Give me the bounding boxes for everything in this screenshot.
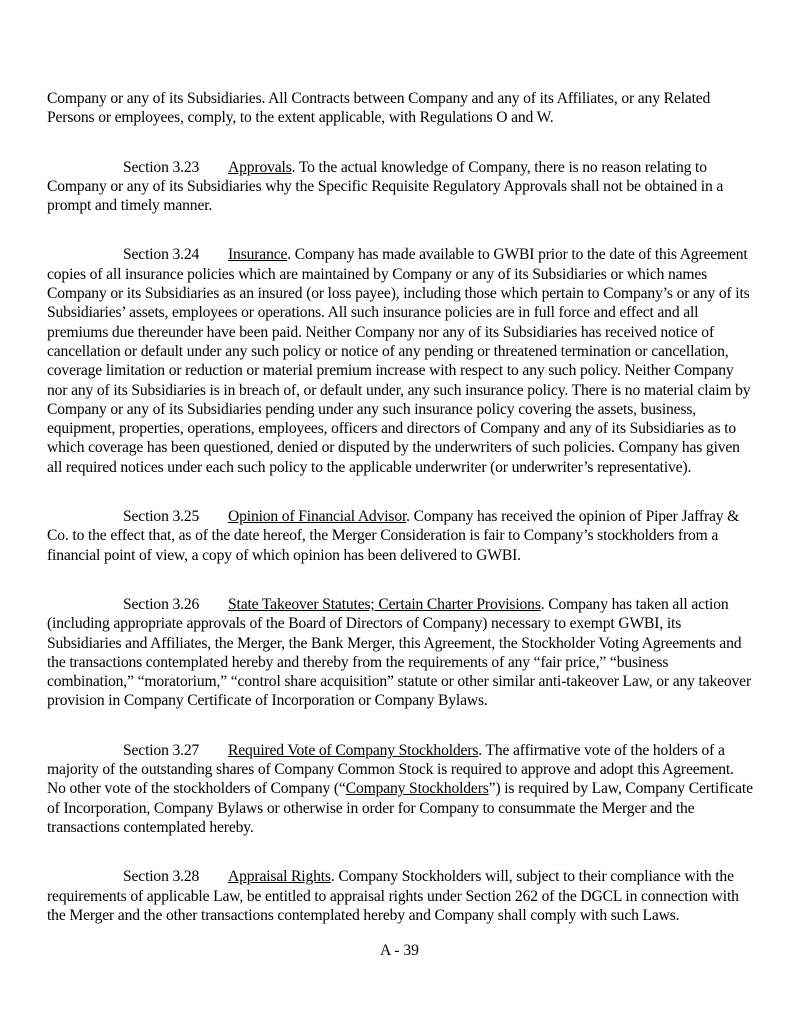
section-body: . Company Stockholders will, subject to their compliance with the requirements of applicable Law, be entitled to appraisal rights under Section 262 of the DGCL in connection with the Merger and the other transactions contemplated hereby and Company shall comply with such Laws. (47, 868, 739, 924)
section-number: Section 3.24 (123, 246, 200, 264)
section-3-23 (47, 158, 753, 216)
page-number: A - 39 (380, 942, 419, 959)
section-3-25 (47, 507, 753, 565)
section-heading: State Takeover Statutes; Certain Charter Provisions (228, 595, 541, 613)
section-heading: Required Vote of Company Stockholders (228, 741, 479, 759)
section-heading: Approvals (228, 158, 292, 176)
section-number: Section 3.27 (123, 741, 200, 759)
document-page (47, 89, 753, 925)
section-3-24 (47, 245, 753, 477)
section-body-continued: ”) is required by Law, Company Certificate of Incorporation, Company Bylaws or otherwise in order for Company to consummate the Merger and the transactions contemplated hereby. (47, 780, 753, 836)
section-3-28 (47, 867, 753, 925)
section-number: Section 3.25 (123, 508, 200, 526)
section-body: . Company has received the opinion of Piper Jaffray & Co. to the effect that, as of the date hereof, the Merger Consideration is fair to Company’s stockholders from a financial point of view, a copy of which opinion has been delivered to GWBI. (47, 508, 740, 564)
paragraph-text: Company or any of its Subsidiaries. All Contracts between Company and any of its Affiliates, or any Related Persons or employees, comply, to the extent applicable, with Regulations O and W. (47, 90, 711, 127)
section-number: Section 3.28 (123, 868, 200, 886)
section-body: . Company has made available to GWBI prior to the date of this Agreement copies of all insurance policies which are maintained by Company or any of its Subsidiaries or which names Company or its Subsidiaries as an insured (or loss payee), including those which pertain to Company’s or any of its Subsidiaries’ assets, employees or operations. All such insurance policies are in full force and effect and all premiums due thereunder have been paid. Neither Company nor any of its Subsidiaries has received notice of cancellation or default under any such policy or notice of any pending or threatened termination or cancellation, coverage limitation or reduction or material premium increase with respect to any such policy. Neither Company nor any of its Subsidiaries is in breach of, or default under, any such insurance policy. There is no material claim by Company or any of its Subsidiaries pending under any such insurance policy covering the assets, business, equipment, properties, operations, employees, officers and directors of Company and any of its Subsidiaries as to which coverage has been questioned, denied or disputed by the underwriters of such policies. Company has given all required notices under each such policy to the applicable underwriter (or underwriter’s representative). (47, 246, 751, 476)
section-number: Section 3.23 (123, 158, 200, 176)
section-3-27 (47, 741, 753, 837)
paragraph-continued (47, 89, 753, 128)
section-heading: Insurance (228, 246, 288, 264)
section-heading: Appraisal Rights (228, 868, 331, 886)
section-3-26 (47, 595, 753, 711)
section-heading: Opinion of Financial Advisor (228, 508, 407, 526)
section-body: . The affirmative vote of the holders of a majority of the outstanding shares of Company Common Stock is required to approve and adopt this Agreement. No other vote of the stockholders of Company (“ (47, 741, 734, 798)
section-body: . Company has taken all action (including appropriate approvals of the Board of Directors of Company) necessary to exempt GWBI, its Subsidiaries and Affiliates, the Merger, the Bank Merger, this Agreement, the Stockholder Voting Agreements and the transactions contemplated hereby and thereby from the requirements of any “fair price,” “business combination,” “moratorium,” “control share acquisition” statute or other similar anti-takeover Law, or any takeover provision in Company Certificate of Incorporation or Company Bylaws. (47, 595, 751, 710)
defined-term: Company Stockholders (345, 780, 489, 798)
section-body: . To the actual knowledge of Company, there is no reason relating to Company or any of its Subsidiaries why the Specific Requisite Regulatory Approvals shall not be obtained in a prompt and timely manner. (47, 158, 724, 215)
section-number: Section 3.26 (123, 595, 200, 613)
